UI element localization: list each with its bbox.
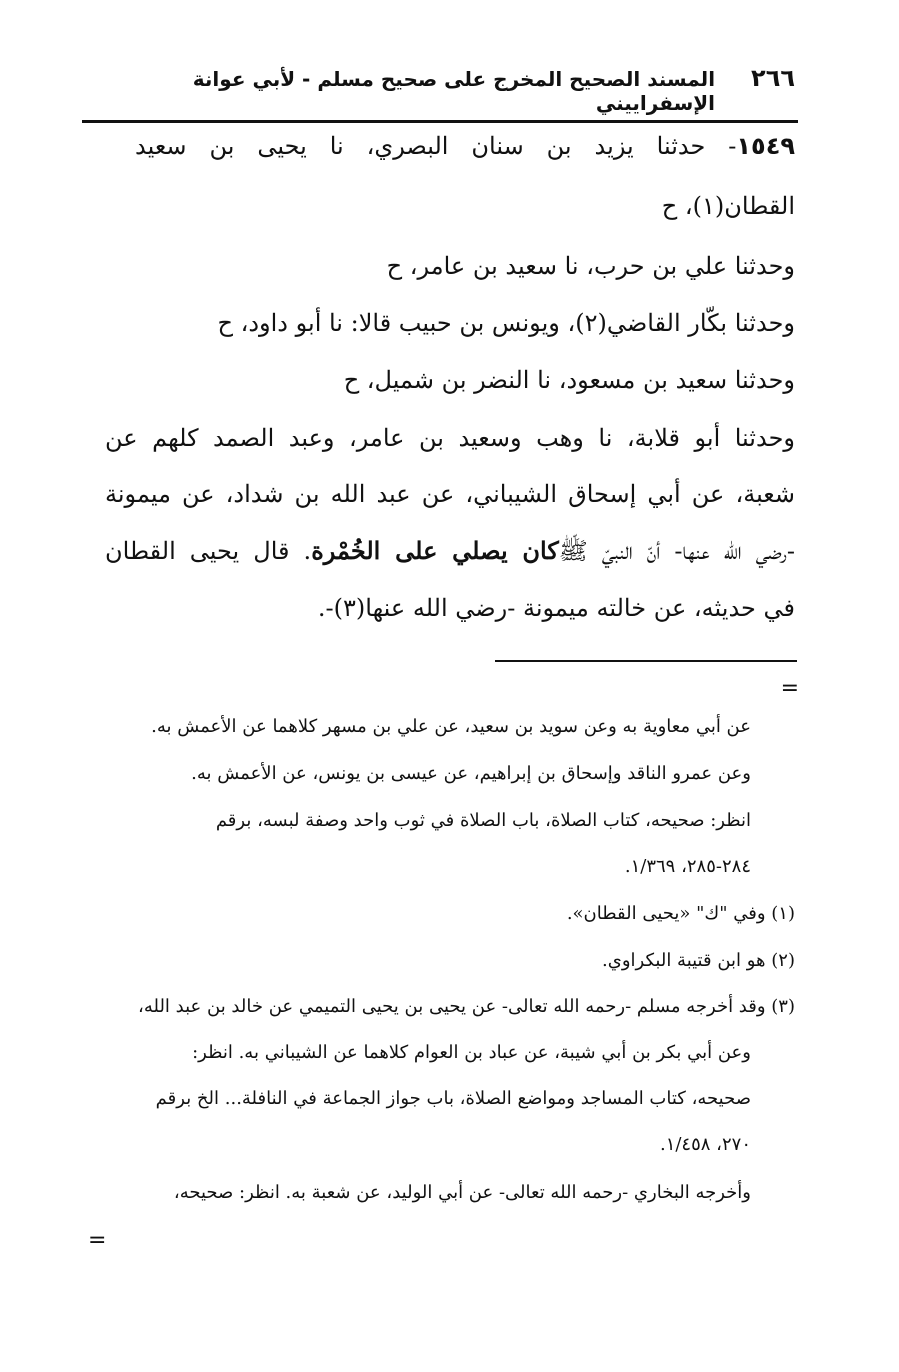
footnote-cont-line-1: عن أبي معاوية به وعن سويد بن سعيد، عن علي بن مسهر كلاهما عن الأعمش به. [151,716,751,737]
footnote-3-line-5: وأخرجه البخاري -رحمه الله تعالى- عن أبي الوليد، عن شعبة به. انظر: صحيحه، [173,1182,751,1203]
footnote-cont-line-2: وعن عمرو الناقد وإسحاق بن إبراهيم، عن عيسى بن يونس، عن الأعمش به. [191,763,751,784]
hadith-line-5: وحدثنا سعيد بن مسعود، نا النضر بن شميل، ح [343,366,795,394]
footnote-cont-line-3: انظر: صحيحه، كتاب الصلاة، باب الصلاة في ثوب واحد وصفة لبسه، برقم [215,810,751,831]
footnote-3-line-4: ٢٧٠، ١/٤٥٨. [659,1134,751,1155]
hadith-line-2: القطان(١)، ح [661,192,795,220]
footnote-rule [495,660,797,662]
hadith-line-4: وحدثنا بكّار القاضي(٢)، ويونس بن حبيب قالا: نا أبو داود، ح [217,309,795,337]
page-header [150,64,795,115]
page-number: ٢٦٦ [751,64,795,92]
footnote-3-line-3: صحيحه، كتاب المساجد ومواضع الصلاة، باب جواز الجماعة في النافلة... الخ برقم [155,1088,751,1109]
hadith-number: ١٥٤٩ [736,132,795,160]
hadith-line-7: شعبة، عن أبي إسحاق الشيباني، عن عبد الله بن شداد، عن ميمونة [105,480,795,508]
hadith-line-6: وحدثنا أبو قلابة، نا وهب وسعيد بن عامر، وعبد الصمد كلهم عن [105,424,795,452]
footnote-3-line-2: وعن أبي بكر بن أبي شيبة، عن عباد بن العوام كلاهما عن الشيباني به. انظر: [192,1042,751,1063]
footnote-3-line-1: (٣) وقد أخرجه مسلم -رحمه الله تعالى- عن يحيى بن يحيى التميمي عن خالد بن عبد الله، [138,996,795,1017]
hadith-line-8-a: -رضي الله عنها- أنّ النبيّ ﷺ [558,537,795,565]
footnote-1: (١) وفي "ك" «يحيى القطان». [566,903,795,924]
hadith-line-8 [105,536,795,571]
footnote-2: (٢) هو ابن قتيبة البكراوي. [602,950,795,971]
hadith-line-1-text: - حدثنا يزيد بن سنان البصري، نا يحيى بن سعيد [135,132,737,160]
hadith-line-1 [135,132,795,160]
running-title: المسند الصحيح المخرج على صحيح مسلم - لأبي عوانة الإسفراييني [192,67,716,115]
hadith-line-9: في حديثه، عن خالته ميمونة -رضي الله عنها(٣)-. [317,594,795,622]
hadith-line-3: وحدثنا علي بن حرب، نا سعيد بن عامر، ح [386,252,795,280]
header-rule [82,120,798,123]
footnote-cont-line-4: ٢٨٤-٢٨٥، ١/٣٦٩. [624,856,751,877]
continuation-mark-top: = [780,676,799,701]
hadith-matn: كان يصلي على الخُمْرة [311,536,559,565]
hadith-line-8-c: . قال يحيى القطان [105,537,312,565]
continuation-mark-bottom: = [88,1228,107,1253]
